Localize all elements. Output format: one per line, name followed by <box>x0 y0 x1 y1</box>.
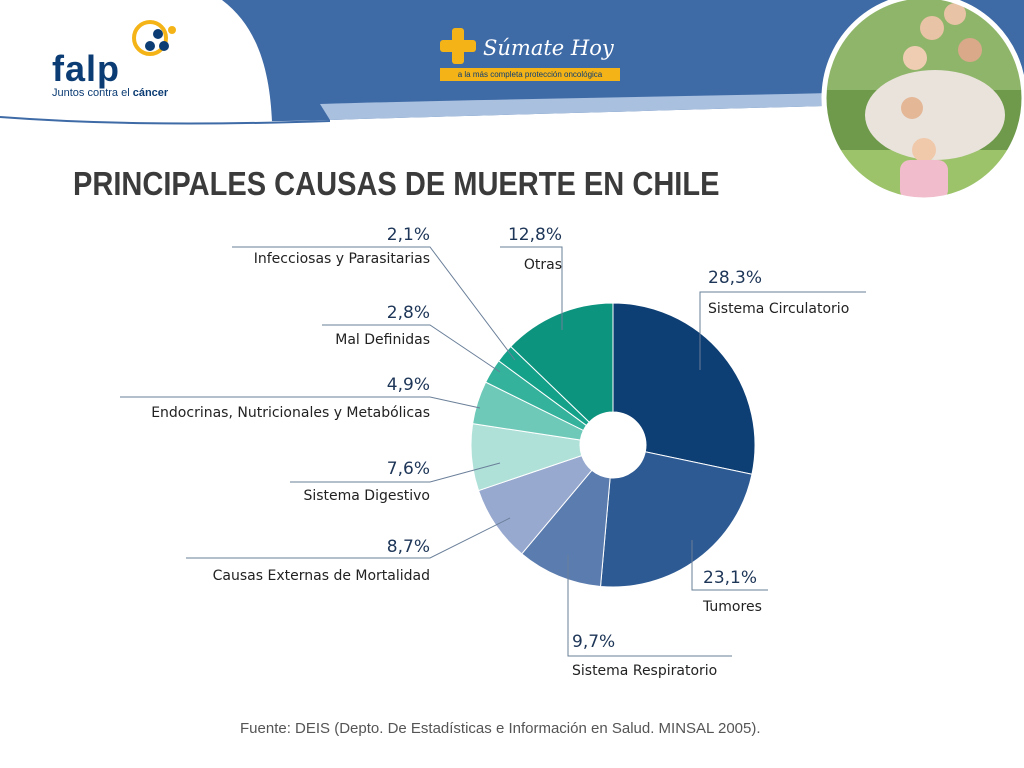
category-label-sistema-respiratorio: Sistema Respiratorio <box>572 663 718 679</box>
brand-tagline-prefix: Juntos contra el <box>52 87 133 99</box>
value-label-sistema-circulatorio: 28,3% <box>708 268 763 288</box>
leader-line-causas-externas-de-mortalidad <box>186 518 510 558</box>
source-note: Fuente: DEIS (Depto. De Estadísticas e Información en Salud. MINSAL 2005). <box>240 720 761 737</box>
campaign-name: Súmate Hoy <box>483 36 614 60</box>
value-label-mal-definidas: 2,8% <box>386 303 430 323</box>
campaign-tagline: a la más completa protección oncológica <box>440 68 620 81</box>
category-label-otras: Otras <box>523 257 562 273</box>
category-label-sistema-circulatorio: Sistema Circulatorio <box>708 301 850 317</box>
brand-tagline-bold: cáncer <box>132 87 169 99</box>
falp-logo: falp <box>52 48 121 89</box>
value-label-causas-externas-de-mortalidad: 8,7% <box>386 537 430 557</box>
category-label-mal-definidas: Mal Definidas <box>335 332 430 348</box>
value-label-sistema-respiratorio: 9,7% <box>572 632 616 652</box>
value-label-infecciosas-y-parasitarias: 2,1% <box>386 225 430 245</box>
page-title: PRINCIPALES CAUSAS DE MUERTE EN CHILE <box>73 165 720 202</box>
category-label-causas-externas-de-mortalidad: Causas Externas de Mortalidad <box>212 568 430 584</box>
slice-tumores <box>601 452 752 587</box>
category-label-tumores: Tumores <box>703 599 762 615</box>
slice-sistema-circulatorio <box>613 303 755 474</box>
chart-slices <box>471 303 758 588</box>
category-label-infecciosas-y-parasitarias: Infecciosas y Parasitarias <box>253 251 430 267</box>
value-label-otras: 12,8% <box>507 225 562 245</box>
category-label-endocrinas-nutricionales-y-metabolicas: Endocrinas, Nutricionales y Metabólicas <box>151 405 430 421</box>
value-label-sistema-digestivo: 7,6% <box>386 459 430 479</box>
value-label-tumores: 23,1% <box>703 568 758 588</box>
category-label-sistema-digestivo: Sistema Digestivo <box>303 488 430 504</box>
value-label-endocrinas-nutricionales-y-metabolicas: 4,9% <box>386 375 430 395</box>
